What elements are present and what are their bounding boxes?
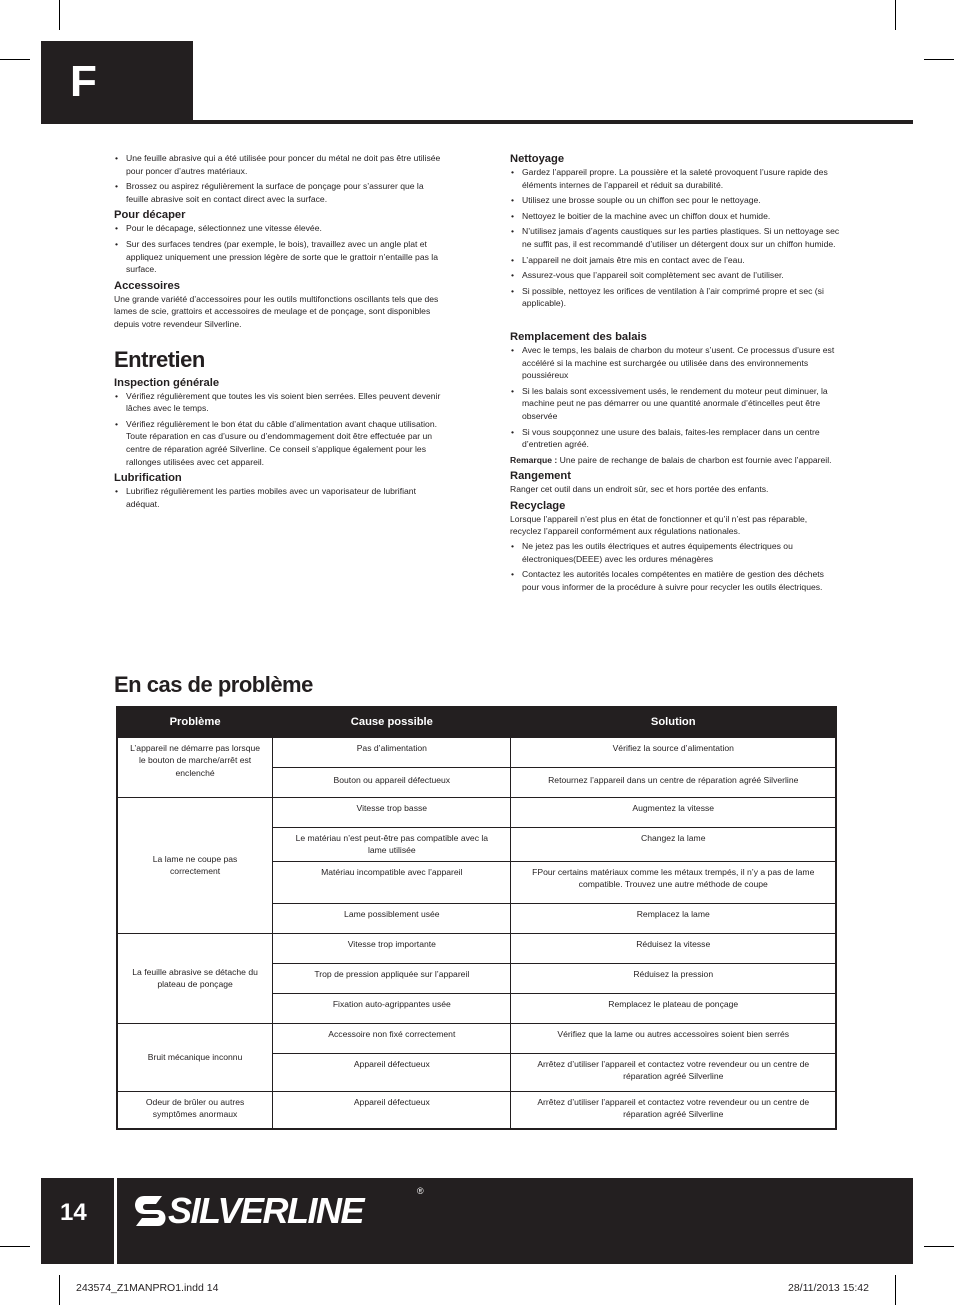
cause-cell: Pas d’alimentation <box>273 737 511 767</box>
cause-cell: Matériau incompatible avec l’appareil <box>273 861 511 903</box>
cause-cell: Accessoire non fixé correctement <box>273 1023 511 1053</box>
table-row <box>117 1023 836 1053</box>
section-title-entretien: Entretien <box>114 346 205 372</box>
cause-cell: Vitesse trop importante <box>273 933 511 963</box>
list-item: • Ne jetez pas les outils électriques et autres équipements électriques ou électroniques(DEEE) avec les ordures ménagères <box>510 540 840 565</box>
section-heading-lubrification: Lubrification <box>114 472 182 485</box>
list-item: • Une feuille abrasive qui a été utilisée pour poncer du métal ne doit pas être utilisée pour poncer d’autres matériaux. <box>114 152 444 177</box>
table-row <box>117 1091 836 1129</box>
section-heading-pour-decaper: Pour décaper <box>114 209 186 222</box>
solution-cell: Remplacez le plateau de ponçage <box>511 993 836 1023</box>
rangement-text: Ranger cet outil dans un endroit sûr, sec et hors portée des enfants. <box>510 484 769 495</box>
solution-cell: Changez la lame <box>511 827 836 861</box>
registered-mark: ® <box>417 1186 424 1196</box>
list-item: • N’utilisez jamais d’agents caustiques sur les parties plastiques. Si un nettoyage sec ne suffit pas, il est recommandé d’utiliser un détergent doux sur un chiffon humide. <box>510 225 840 250</box>
cause-cell: Appareil défectueux <box>273 1091 511 1129</box>
section-heading-rangement: Rangement <box>510 470 571 483</box>
language-letter: F <box>70 57 97 106</box>
column-header-solution: Solution <box>511 707 836 737</box>
column-header-cause: Cause possible <box>273 707 511 737</box>
table-row <box>117 797 836 827</box>
crop-mark <box>924 59 954 60</box>
cause-cell: Appareil défectueux <box>273 1053 511 1091</box>
problem-cell: L’appareil ne démarre pas lorsque le bouton de marche/arrêt est enclenché <box>117 737 273 797</box>
header-rule <box>41 120 913 124</box>
solution-cell: Arrêtez d’utiliser l’appareil et contactez votre revendeur ou un centre de réparation agréé Silverline <box>511 1091 836 1129</box>
list-item: • Brossez ou aspirez régulièrement la surface de ponçage pour s’assurer que la feuille abrasive soit en contact direct avec la surface. <box>114 180 444 205</box>
solution-cell: Réduisez la pression <box>511 963 836 993</box>
crop-mark <box>59 0 60 30</box>
remark-label: Remarque : <box>510 454 558 465</box>
troubleshooting-table <box>116 706 837 1130</box>
accessoires-text: Une grande variété d’accessoires pour les outils multifonctions oscillants tels que des lames de scie, grattoirs et accessoires de meulage et de ponçage, sont disponibles depuis votre revendeur Silverline. <box>114 293 439 329</box>
crop-mark <box>895 0 896 30</box>
recyclage-text: Lorsque l’appareil n’est plus en état de fonctionner et qu’il n’est pas réparable, recyclez l’appareil conformément aux régulations nationales. <box>510 513 808 537</box>
solution-cell: FPour certains matériaux comme les métaux trempés, il n’y a pas de lame compatible. Trouvez une autre méthode de coupe <box>511 861 836 903</box>
cause-cell: Le matériau n’est peut-être pas compatible avec la lame utilisée <box>273 827 511 861</box>
list-item: • Pour le décapage, sélectionnez une vitesse élevée. <box>114 222 444 235</box>
problem-cell: La lame ne coupe pas correctement <box>117 797 273 933</box>
list-item: • Si possible, nettoyez les orifices de ventilation à l’air comprimé propre et sec (si applicable). <box>510 285 840 310</box>
left-column <box>114 152 444 513</box>
section-heading-inspection: Inspection générale <box>114 376 220 389</box>
list-item: • Gardez l’appareil propre. La poussière et la saleté provoquent l’usure rapide des éléments internes de l’appareil et réduit sa durabilité. <box>510 166 840 191</box>
solution-cell: Retournez l’appareil dans un centre de réparation agréé Silverline <box>511 767 836 797</box>
list-item: • Assurez-vous que l’appareil soit complètement sec avant de l’utiliser. <box>510 269 840 282</box>
table-row <box>117 933 836 963</box>
cause-cell: Vitesse trop basse <box>273 797 511 827</box>
cause-cell: Lame possiblement usée <box>273 903 511 933</box>
table-row <box>117 737 836 767</box>
crop-mark <box>924 1246 954 1247</box>
list-item: • Avec le temps, les balais de charbon du moteur s’usent. Ce processus d’usure est accéléré si la machine est surchargée ou utilisée dans des environnements poussiéreux <box>510 344 840 382</box>
column-header-probleme: Problème <box>117 707 273 737</box>
page-number: 14 <box>60 1199 87 1226</box>
right-column <box>510 152 840 596</box>
list-item: • L’appareil ne doit jamais être mis en contact avec de l’eau. <box>510 254 840 267</box>
cause-cell: Trop de pression appliquée sur l’appareil <box>273 963 511 993</box>
silverline-logo-icon <box>132 1190 172 1232</box>
solution-cell: Réduisez la vitesse <box>511 933 836 963</box>
list-item: • Contactez les autorités locales compétentes en matière de gestion des déchets pour vous informer de la procédure à suivre pour recycler les outils électriques. <box>510 568 840 593</box>
problem-cell: Bruit mécanique inconnu <box>117 1023 273 1091</box>
section-heading-accessoires: Accessoires <box>114 279 180 292</box>
cause-cell: Bouton ou appareil défectueux <box>273 767 511 797</box>
balais-list <box>510 344 840 451</box>
list-item: • Vérifiez régulièrement le bon état du câble d’alimentation avant chaque utilisation. Toute réparation en cas d’usure ou d’endommagement doit être effectuée par un centre de réparation agréé Silverline. Ce conseil s’applique également pour les rallonges utilisées avec cet appareil. <box>114 418 444 468</box>
recyclage-list <box>510 540 840 593</box>
solution-cell: Augmentez la vitesse <box>511 797 836 827</box>
language-tab <box>41 41 193 123</box>
problem-cell: La feuille abrasive se détache du plateau de ponçage <box>117 933 273 1023</box>
inspection-list <box>114 390 444 469</box>
brand-wordmark: SILVERLINE <box>168 1190 364 1231</box>
list-item: • Si vous soupçonnez une usure des balais, faites-les remplacer dans un centre d’entretien agréé. <box>510 426 840 451</box>
date-slug: 28/11/2013 15:42 <box>788 1282 869 1294</box>
crop-mark <box>0 1246 30 1247</box>
file-slug: 243574_Z1MANPRO1.indd 14 <box>76 1282 219 1294</box>
solution-cell: Vérifiez la source d’alimentation <box>511 737 836 767</box>
balais-remark <box>510 454 840 467</box>
list-item: • Sur des surfaces tendres (par exemple, le bois), travaillez avec un angle plat et appliquez uniquement une pression légère de sorte que le grattoir n’entaille pas la surface. <box>114 238 444 276</box>
intro-bullet-list <box>114 152 444 205</box>
solution-cell: Remplacez la lame <box>511 903 836 933</box>
crop-mark <box>0 59 30 60</box>
solution-cell: Arrêtez d’utiliser l’appareil et contactez votre revendeur ou un centre de réparation agréé Silverline <box>511 1053 836 1091</box>
nettoyage-list <box>510 166 840 310</box>
section-heading-nettoyage: Nettoyage <box>510 153 565 165</box>
list-item: • Vérifiez régulièrement que toutes les vis soient bien serrées. Elles peuvent devenir lâches avec le temps. <box>114 390 444 415</box>
remark-text: Une paire de rechange de balais de charbon est fournie avec l’appareil. <box>557 454 832 465</box>
section-heading-balais: Remplacement des balais <box>510 330 647 343</box>
list-item: • Nettoyez le boitier de la machine avec un chiffon doux et humide. <box>510 210 840 223</box>
list-item: • Lubrifiez régulièrement les parties mobiles avec un vaporisateur de lubrifiant adéquat. <box>114 485 444 510</box>
list-item: • Si les balais sont excessivement usés, le rendement du moteur peut diminuer, la machine peut ne pas démarrer ou une quantité anormale d’étincelles peut être observée <box>510 385 840 423</box>
problem-cell: Odeur de brûler ou autres symptômes anormaux <box>117 1091 273 1129</box>
lubrification-list <box>114 485 444 510</box>
section-heading-recyclage: Recyclage <box>510 499 566 512</box>
crop-mark <box>895 1275 896 1305</box>
list-item: • Utilisez une brosse souple ou un chiffon sec pour le nettoyage. <box>510 194 840 207</box>
solution-cell: Vérifiez que la lame ou autres accessoires soient bien serrés <box>511 1023 836 1053</box>
section-title-troubleshooting: En cas de problème <box>114 672 313 697</box>
footer-divider <box>114 1178 117 1264</box>
pour-decaper-list <box>114 222 444 275</box>
crop-mark <box>59 1275 60 1305</box>
cause-cell: Fixation auto-agrippantes usée <box>273 993 511 1023</box>
